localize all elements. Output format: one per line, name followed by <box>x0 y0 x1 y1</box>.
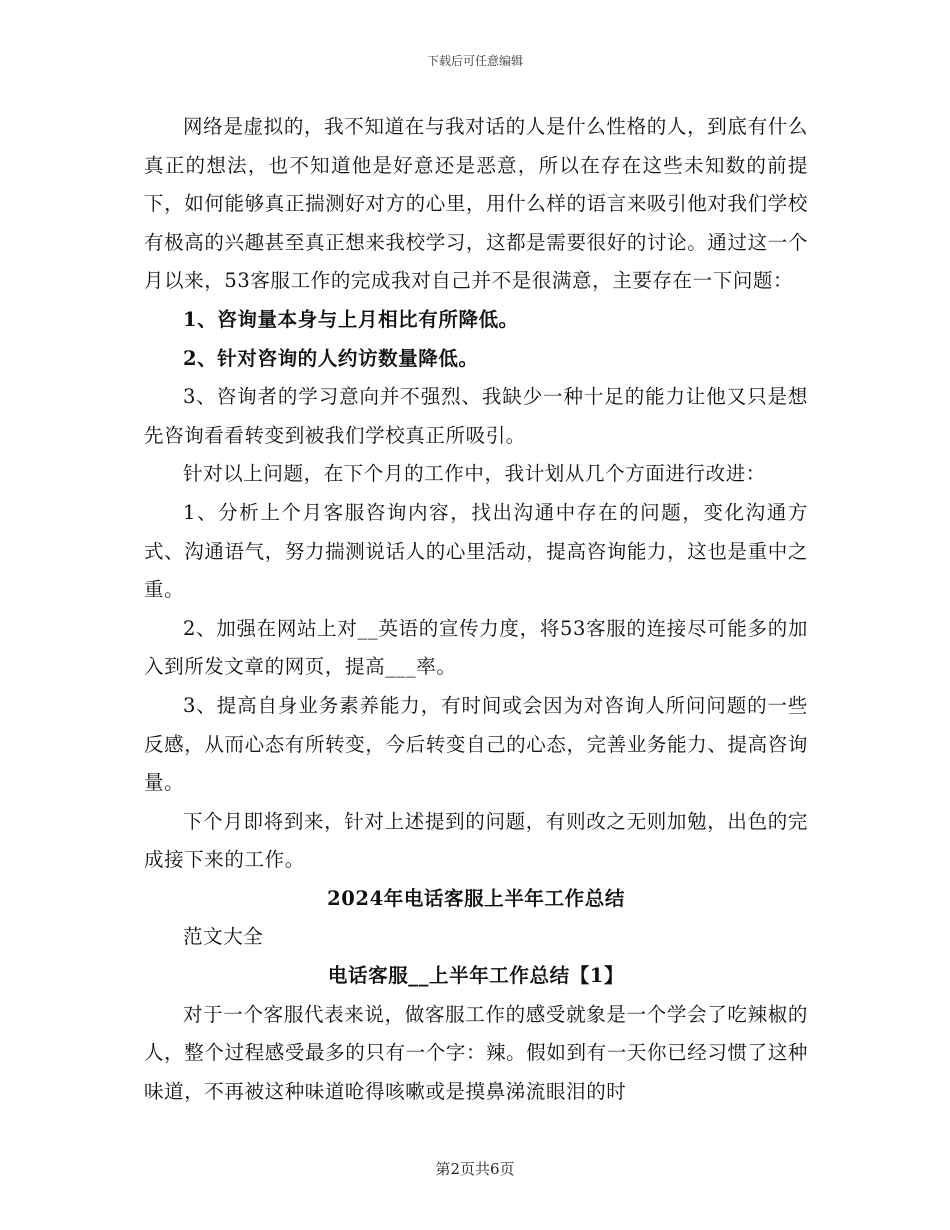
improvement-item-1: 1、分析上个月客服咨询内容，找出沟通中存在的问题，变化沟通方式、沟通语气，努力揣测说话人的心里活动，提高咨询能力，这也是重中之重。 <box>144 500 808 602</box>
problem-item-3: 3、咨询者的学习意向并不强烈、我缺少一种十足的能力让他又只是想先咨询看看转变到被我们学校真正所吸引。 <box>144 385 808 447</box>
problem-item-2: 2、针对咨询的人约访数量降低。 <box>183 346 479 370</box>
improvement-item-2: 2、加强在网站上对__英语的宣传力度，将53客服的连接尽可能多的加入到所发文章的网页，提高___率。 <box>144 616 808 679</box>
paragraph-intro: 网络是虚拟的，我不知道在与我对话的人是什么性格的人，到底有什么真正的想法，也不知道他是好意还是恶意，所以在存在这些未知数的前提下，如何能够真正揣测好对方的心里，用什么样的语言来吸引他对我们学校有极高的兴趣甚至真正想来我校学习，这都是需要很好的讨论。通过这一个月以来，53客服工作的完成我对自己并不是很满意，主要存在一下问题： <box>144 115 808 293</box>
improvement-item-3: 3、提高自身业务素养能力，有时间或会因为对咨询人所问问题的一些反感，从而心态有所转变，今后转变自己的心态，完善业务能力、提高咨询量。 <box>144 693 808 795</box>
document-body <box>144 108 808 1111</box>
improvement-intro: 针对以上问题，在下个月的工作中，我计划从几个方面进行改进： <box>183 462 766 486</box>
article-title: 电话客服__上半年工作总结【1】 <box>327 964 625 988</box>
section-title: 2024年电话客服上半年工作总结 <box>327 886 625 910</box>
page-footer: 第2页共6页 <box>435 1160 515 1178</box>
page-header: 下载后可任意编辑 <box>426 54 523 68</box>
subtitle: 范文大全 <box>183 925 264 949</box>
problem-item-1: 1、咨询量本身与上月相比有所降低。 <box>183 307 519 331</box>
article-paragraph: 对于一个客服代表来说，做客服工作的感受就象是一个学会了吃辣椒的人，整个过程感受最多的只有一个字：辣。假如到有一天你已经习惯了这种味道，不再被这种味道呛得咳嗽或是摸鼻涕流眼泪的时 <box>144 1002 808 1103</box>
closing-paragraph: 下个月即将到来，针对上述提到的问题，有则改之无则加勉，出色的完成接下来的工作。 <box>144 809 808 872</box>
